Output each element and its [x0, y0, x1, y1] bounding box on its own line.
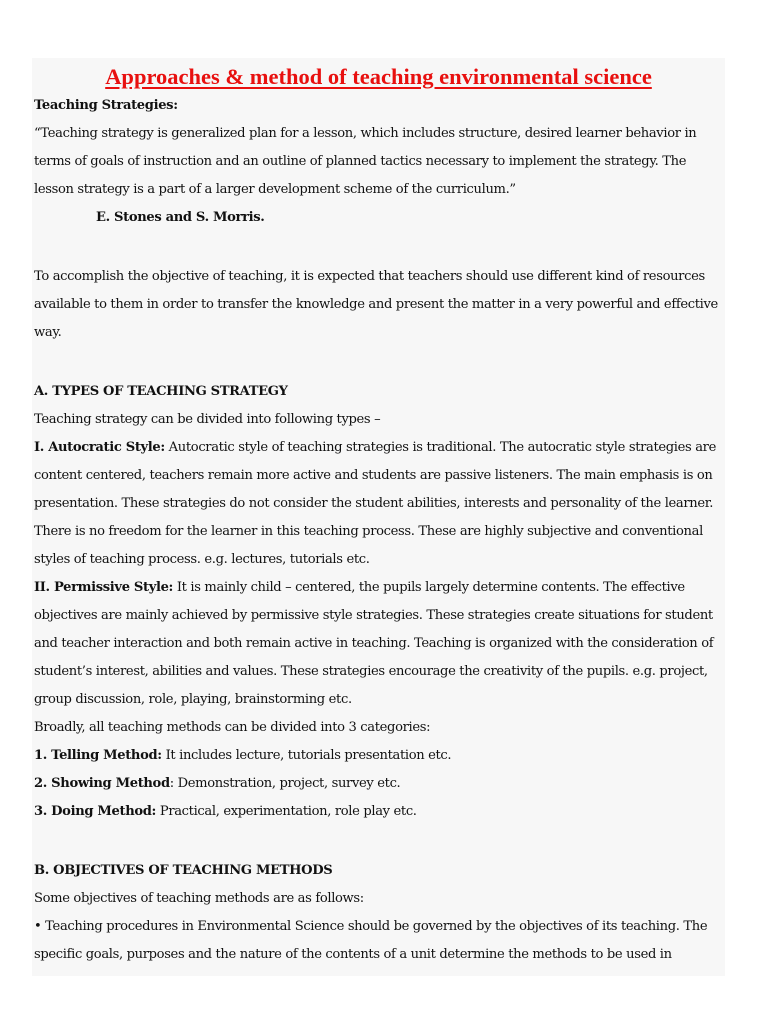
- method-label: 1. Telling Method:: [34, 748, 162, 763]
- intro-paragraph: To accomplish the objective of teaching, it is expected that teachers should use different kind of resources available to them in order to transfer the knowledge and present the matter in a very powerful and effective way.: [34, 269, 718, 340]
- quote-attribution: E. Stones and S. Morris.: [96, 210, 265, 225]
- permissive-style-text: It is mainly child – centered, the pupils largely determine contents. The effective objectives are mainly achieved by permissive style strategies. These strategies create situations for student and teacher interaction and both remain active in teaching. Teaching is organized with the consideration of student’s interest, abilities and values. These strategies encourage the creativity of the pupils. e.g. project, group discussion, role, playing, brainstorming etc.: [34, 580, 714, 707]
- method-item: [34, 798, 723, 826]
- method-text: It includes lecture, tutorials presentation etc.: [161, 748, 452, 763]
- permissive-style-label: II. Permissive Style:: [34, 580, 174, 595]
- autocratic-style-text: Autocratic style of teaching strategies is traditional. The autocratic style strategies are content centered, teachers remain more active and students are passive listeners. The main emphasis is on presentation. These strategies do not consider the student abilities, interests and personality of the learner. There is no freedom for the learner in this teaching process. These are highly subjective and conventional styles of teaching process. e.g. lectures, tutorials etc.: [34, 440, 716, 567]
- teaching-strategies-heading: Teaching Strategies:: [34, 98, 178, 113]
- document-page: [32, 58, 725, 976]
- section-a-lead: Teaching strategy can be divided into following types –: [34, 412, 381, 427]
- autocratic-style-paragraph: [34, 434, 723, 574]
- section-a-heading: A. TYPES OF TEACHING STRATEGY: [34, 384, 288, 399]
- spacer: [34, 232, 723, 263]
- autocratic-style-label: I. Autocratic Style:: [34, 440, 165, 455]
- permissive-style-paragraph: [34, 574, 723, 714]
- spacer: [34, 826, 723, 857]
- method-item: [34, 770, 723, 798]
- section-b-lead: Some objectives of teaching methods are as follows:: [34, 891, 364, 906]
- definition-quote: “Teaching strategy is generalized plan for a lesson, which includes structure, desired learner behavior in terms of goals of instruction and an outline of planned tactics necessary to implement the strategy. The lesson strategy is a part of a larger development scheme of the curriculum.”: [34, 126, 697, 197]
- method-text: : Demonstration, project, survey etc.: [169, 776, 401, 791]
- objective-bullet: • Teaching procedures in Environmental Science should be governed by the objectives of its teaching. The specific goals, purposes and the nature of the contents of a unit determine the methods to be used in: [34, 919, 708, 962]
- section-b-heading: B. OBJECTIVES OF TEACHING METHODS: [34, 863, 333, 878]
- method-label: 3. Doing Method:: [34, 804, 157, 819]
- method-text: Practical, experimentation, role play etc.: [156, 804, 417, 819]
- document-body: [32, 92, 725, 969]
- page-title: Approaches & method of teaching environmental science: [105, 64, 652, 89]
- categories-lead: Broadly, all teaching methods can be divided into 3 categories:: [34, 720, 431, 735]
- method-item: [34, 742, 723, 770]
- method-label: 2. Showing Method: [34, 776, 170, 791]
- spacer: [34, 347, 723, 378]
